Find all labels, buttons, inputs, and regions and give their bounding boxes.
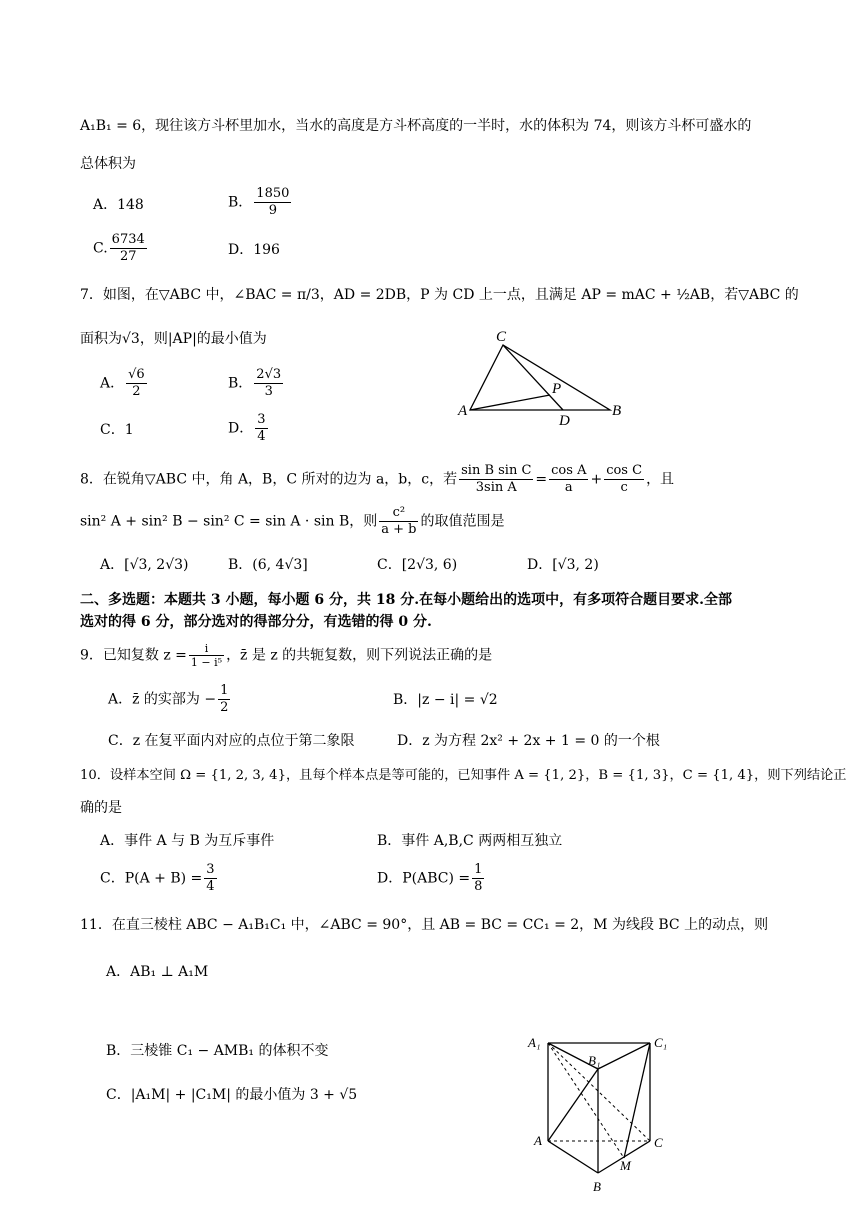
q7-option-a: A． $\frac{√6}{2}$: [100, 367, 145, 399]
q11-option-b: B．三棱锥 C₁ − AMB₁ 的体积不变: [106, 1043, 329, 1059]
q6-option-a: A．148: [93, 197, 144, 213]
q8-option-b: B．(6, 4√3]: [228, 557, 308, 573]
q11-label-m: M: [620, 1158, 631, 1173]
q10-stem-line1: 10．设样本空间 Ω = {1, 2, 3, 4}，且每个样本点是等可能的，已知事件 A = {1, 2}，B = {1, 3}，C = {1, 4}，则下列结论正: [80, 768, 847, 783]
q8-stem-line2: sin² A + sin² B − sin² C = sin A · sin B，则 $\frac{\text{c²}}{a + b}$ 的取值范围是: [80, 505, 505, 537]
q7-label-c: C: [496, 329, 507, 345]
q7-stem-line1: 7．如图，在▽ABC 中，∠BAC = π/3，AD = 2DB，P 为 CD 上一点，且满足 AP = mAC + ½AB，若▽ABC 的: [80, 287, 799, 303]
q9-option-b: B．|z − i| = √2: [393, 692, 498, 708]
q9-stem: 9．已知复数 z = $\frac{i}{\text{1 − i⁵}}$ ，z̄ 是 z 的共轭复数，则下列说法正确的是: [80, 642, 493, 669]
q11-label-c1: C₁: [654, 1035, 668, 1050]
q7-option-c: C．1: [100, 422, 134, 438]
q10-option-a: A．事件 A 与 B 为互斥事件: [100, 833, 275, 849]
q10-option-c: C．P(A + B) = $\frac{3}{4}$: [100, 862, 215, 894]
q6-option-c: C. $\frac{6734}{27}$: [93, 232, 145, 264]
q7-label-p: P: [552, 381, 562, 397]
q9-option-d: D．z 为方程 2x² + 2x + 1 = 0 的一个根: [397, 733, 660, 749]
q8-option-d: D．[√3, 2): [527, 557, 599, 573]
q7-label-b: B: [612, 403, 622, 419]
q11-stem: 11．在直三棱柱 ABC − A₁B₁C₁ 中，∠ABC = 90°，且 AB = BC = CC₁ = 2，M 为线段 BC 上的动点，则: [80, 917, 769, 933]
q9-option-a: A．z̄ 的实部为 − $\frac{1}{2}$: [108, 683, 229, 715]
q6-stem-line1: A₁B₁ = 6，现往该方斗杯里加水，当水的高度是方斗杯高度的一半时，水的体积为 74，则该方斗杯可盛水的: [80, 118, 752, 134]
q11-prism-figure: [520, 1025, 690, 1197]
q11-label-a: A: [534, 1133, 542, 1148]
q8-option-a: A．[√3, 2√3): [100, 557, 189, 573]
q6-option-b: B． $\frac{1850}{9}$: [228, 186, 290, 218]
q11-label-b1: B₁: [588, 1053, 601, 1068]
q6-option-d: D．196: [228, 242, 280, 258]
q11-option-c: C．|A₁M| + |C₁M| 的最小值为 3 + √5: [106, 1087, 358, 1103]
q7-option-b: B． $\frac{2√3}{3}$: [228, 367, 282, 399]
q11-label-c: C: [654, 1135, 663, 1150]
q7-triangle-figure: [455, 325, 635, 430]
q11-label-a1: A₁: [528, 1035, 541, 1050]
q10-option-b: B．事件 A,B,C 两两相互独立: [377, 833, 563, 849]
q10-stem-line2: 确的是: [80, 800, 122, 816]
q11-label-b: B: [593, 1179, 601, 1194]
q7-stem-line2: 面积为√3，则|AP|的最小值为: [80, 331, 267, 347]
q7-label-a: A: [458, 403, 468, 419]
q8-option-c: C．[2√3, 6): [377, 557, 458, 573]
q10-option-d: D．P(ABC) = $\frac{1}{8}$: [377, 862, 483, 894]
q7-label-d: D: [559, 413, 570, 429]
q7-option-d: D． $\frac{3}{4}$: [228, 412, 266, 444]
section2-heading-line2: 选对的得 6 分，部分选对的得部分分，有选错的得 0 分.: [80, 614, 432, 630]
q11-option-a: A．AB₁ ⊥ A₁M: [106, 964, 209, 980]
q6-stem-line2: 总体积为: [80, 156, 136, 172]
section2-heading-line1: 二、多选题：本题共 3 小题，每小题 6 分，共 18 分.在每小题给出的选项中，有多项符合题目要求.全部: [80, 592, 732, 608]
q8-stem-line1: 8．在锐角▽ABC 中，角 A，B，C 所对的边为 a，b，c，若 $\frac{\text{sin B sin C}}{\text{3sin A}}$ = $\frac{\text{cos A}}{a}$ + $\frac{\text{cos C}}{c}$ ，且: [80, 463, 675, 495]
q9-option-c: C．z 在复平面内对应的点位于第二象限: [108, 733, 355, 749]
